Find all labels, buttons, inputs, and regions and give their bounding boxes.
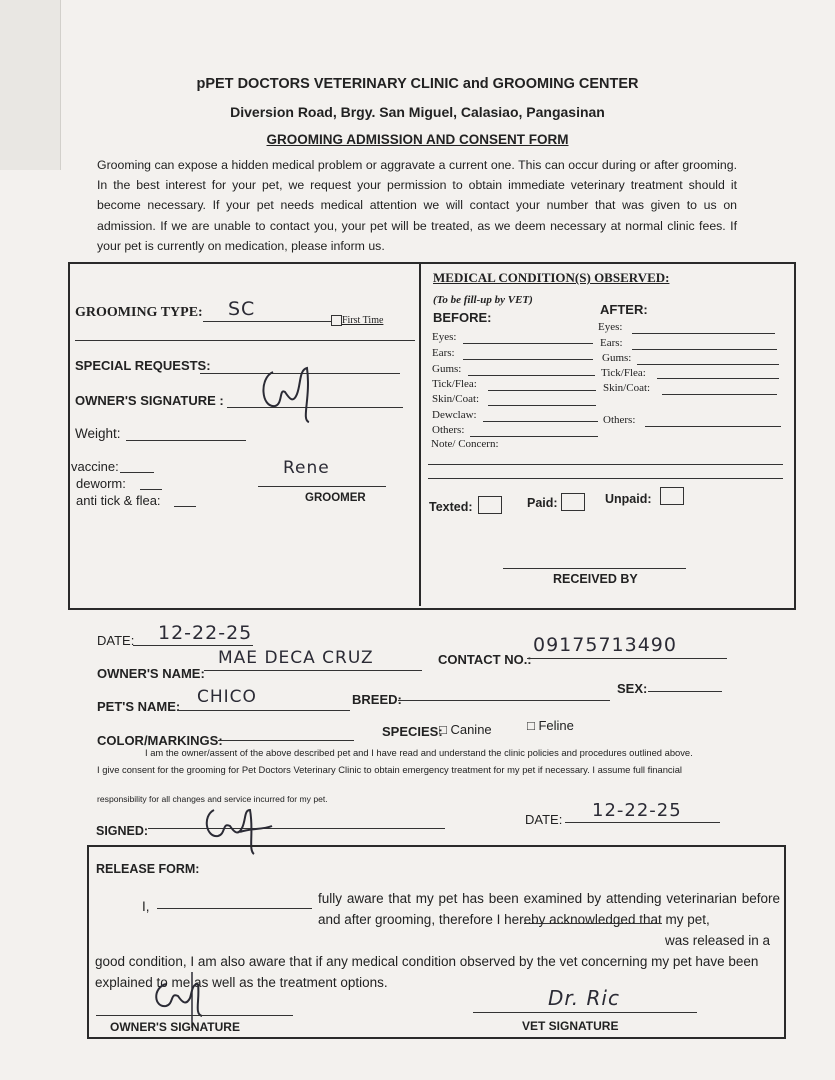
note-label: Note/ Concern: xyxy=(431,438,499,450)
before-line[interactable] xyxy=(488,390,596,391)
deworm-label: deworm: xyxy=(76,476,126,491)
sex-label: SEX: xyxy=(617,681,648,696)
owner-name-value: MAE DECA CRUZ xyxy=(218,648,374,668)
consent-date-label: DATE: xyxy=(525,812,563,827)
before-line[interactable] xyxy=(468,375,595,376)
after-line[interactable] xyxy=(632,333,775,334)
consent-date-value: 12-22-25 xyxy=(592,800,682,821)
texted-label: Texted: xyxy=(429,500,473,514)
owner-signature-mark xyxy=(255,358,325,428)
grooming-extra-line[interactable] xyxy=(75,340,415,341)
date-label: DATE: xyxy=(97,633,135,648)
date-value: 12-22-25 xyxy=(158,622,253,644)
grooming-type-label: GROOMING TYPE: xyxy=(75,305,203,320)
breed-label: BREED: xyxy=(352,692,402,707)
vaccine-line[interactable] xyxy=(120,472,154,473)
after-line[interactable] xyxy=(657,378,779,379)
after-line[interactable] xyxy=(632,349,777,350)
clinic-name: pPET DOCTORS VETERINARY CLINIC and GROOMING CENTER xyxy=(196,76,639,92)
medical-subtitle: (To be fill-up by VET) xyxy=(433,294,533,306)
received-by-label: RECEIVED BY xyxy=(553,572,638,586)
weight-label: Weight: xyxy=(75,426,121,441)
unpaid-checkbox[interactable] xyxy=(660,487,684,505)
release-text-b: was released in a good condition, I am also aware that if any medical condition observed by the vet concerning my pet have been explained to me as well as the treatment options. xyxy=(95,933,771,990)
note-line[interactable] xyxy=(428,464,783,465)
antitick-label: anti tick & flea: xyxy=(76,493,161,508)
release-pet-line[interactable] xyxy=(524,923,662,924)
breed-line[interactable] xyxy=(398,700,610,701)
vet-signature-line[interactable] xyxy=(473,1012,697,1013)
before-label: BEFORE: xyxy=(433,310,492,325)
first-time-label: First Time xyxy=(342,315,384,326)
groomer-label: GROOMER xyxy=(305,492,366,504)
before-item: Others: xyxy=(432,424,465,436)
form-title: GROOMING ADMISSION AND CONSENT FORM xyxy=(266,132,569,147)
after-item: Eyes: xyxy=(598,321,623,333)
contact-label: CONTACT NO.: xyxy=(438,652,532,667)
owner-signature-release-line[interactable] xyxy=(96,1015,293,1016)
contact-line[interactable] xyxy=(527,658,727,659)
before-item: Eyes: xyxy=(432,331,457,343)
received-by-line[interactable] xyxy=(503,568,686,569)
color-line[interactable] xyxy=(218,740,354,741)
after-item: Gums: xyxy=(602,352,632,364)
vet-signature-value: Dr. Ric xyxy=(548,986,620,1010)
intro-paragraph: Grooming can expose a hidden medical problem or aggravate a current one. This can occur during or after grooming. In the best interest for your pet, we request your permission to obtain immediate veterinary treatment should it become necessary. If your pet needs medical attention we will contact your number that was given to us on admission. If we are unable to contact you, your pet will be treated, as we deem necessary at normal clinic fees. If your pet is currently on medication, please inform us. xyxy=(97,158,737,253)
grooming-type-line[interactable] xyxy=(203,321,331,322)
pet-name-value: CHICO xyxy=(197,687,257,707)
deworm-line[interactable] xyxy=(140,489,162,490)
signed-label: SIGNED: xyxy=(96,824,149,838)
unpaid-label: Unpaid: xyxy=(605,492,652,506)
before-item: Skin/Coat: xyxy=(432,393,480,405)
consent-line-1: I am the owner/assent of the above described pet and I have read and understand the clinic policies and procedures outlined above. xyxy=(145,747,693,758)
clinic-address: Diversion Road, Brgy. San Miguel, Calasiao, Pangasinan xyxy=(230,104,605,120)
after-line[interactable] xyxy=(645,426,781,427)
canine-option[interactable]: □ Canine xyxy=(439,722,492,737)
paid-label: Paid: xyxy=(527,496,558,510)
owner-signature-release-label: OWNER'S SIGNATURE xyxy=(110,1020,240,1034)
date-line[interactable] xyxy=(133,645,253,646)
pet-name-line[interactable] xyxy=(178,710,350,711)
species-label: SPECIES: xyxy=(382,724,443,739)
after-item: Skin/Coat: xyxy=(603,382,651,394)
before-item: Tick/Flea: xyxy=(432,378,477,390)
paid-checkbox[interactable] xyxy=(561,493,585,511)
before-line[interactable] xyxy=(463,359,593,360)
consent-line-2: I give consent for the grooming for Pet Doctors Veterinary Clinic to obtain emergency treatment for my pet if necessary. I assume full financial xyxy=(97,764,682,775)
before-item: Ears: xyxy=(432,347,455,359)
color-label: COLOR/MARKINGS: xyxy=(97,733,223,748)
after-line[interactable] xyxy=(637,364,779,365)
owner-signature-label: OWNER'S SIGNATURE : xyxy=(75,393,224,408)
groomer-name: Rene xyxy=(283,458,330,478)
before-item: Gums: xyxy=(432,363,462,375)
release-text-a: fully aware that my pet has been examined by attending veterinarian before and after grooming, therefore I hereby acknowledged that my pet, xyxy=(318,891,780,927)
owner-name-line[interactable] xyxy=(204,670,422,671)
before-line[interactable] xyxy=(483,421,598,422)
before-line[interactable] xyxy=(463,343,593,344)
feline-option[interactable]: □ Feline xyxy=(527,718,574,733)
owner-name-label: OWNER'S NAME: xyxy=(97,666,205,681)
signed-line[interactable] xyxy=(148,828,445,829)
special-requests-label: SPECIAL REQUESTS: xyxy=(75,358,211,373)
consent-date-line[interactable] xyxy=(565,822,720,823)
before-item: Dewclaw: xyxy=(432,409,477,421)
after-label: AFTER: xyxy=(600,302,648,317)
weight-line[interactable] xyxy=(126,440,246,441)
contact-value: 09175713490 xyxy=(533,634,677,656)
consent-line-3: responsibility for all changes and service incurred for my pet. xyxy=(97,794,328,804)
before-line[interactable] xyxy=(470,436,598,437)
antitick-line[interactable] xyxy=(174,506,196,507)
after-line[interactable] xyxy=(662,394,777,395)
grooming-type-value: SC xyxy=(228,298,256,320)
sex-line[interactable] xyxy=(648,691,722,692)
pet-name-label: PET'S NAME: xyxy=(97,699,181,714)
texted-checkbox[interactable] xyxy=(478,496,502,514)
release-name-line[interactable] xyxy=(157,908,312,909)
before-line[interactable] xyxy=(488,405,596,406)
after-item: Tick/Flea: xyxy=(601,367,646,379)
vaccine-label: vaccine: xyxy=(71,459,119,474)
first-time-checkbox[interactable] xyxy=(331,315,342,326)
medical-title: MEDICAL CONDITION(S) OBSERVED: xyxy=(433,270,670,285)
box-divider xyxy=(419,264,421,606)
release-i-label: I, xyxy=(142,899,150,914)
vet-signature-label: VET SIGNATURE xyxy=(522,1019,619,1033)
after-item: Others: xyxy=(603,414,636,426)
release-title: RELEASE FORM: xyxy=(96,862,200,876)
after-item: Ears: xyxy=(600,337,623,349)
groomer-line[interactable] xyxy=(258,486,386,487)
note-line[interactable] xyxy=(428,478,783,479)
